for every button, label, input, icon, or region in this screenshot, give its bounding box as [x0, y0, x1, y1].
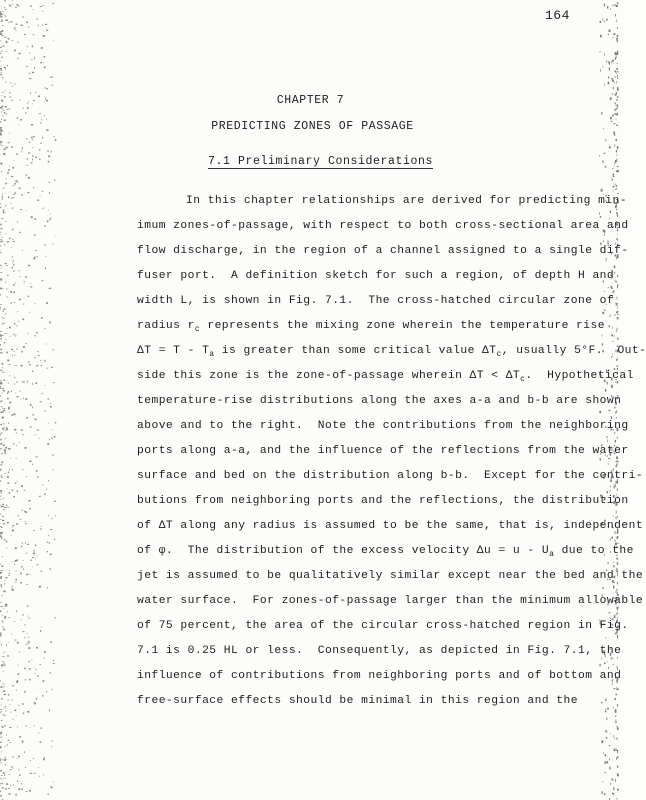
speck	[617, 35, 619, 37]
speck	[617, 774, 619, 777]
line15-subscript: a	[549, 550, 555, 559]
speck	[617, 284, 618, 286]
speck	[617, 338, 619, 340]
speck	[617, 756, 619, 758]
chapter-title: PREDICTING ZONES OF PASSAGE	[211, 120, 414, 133]
speck	[617, 789, 619, 791]
line8-start: side this zone is the zone-of-passage wherein ΔT < ΔT	[137, 370, 521, 382]
speck	[617, 657, 618, 659]
chapter-label: CHAPTER 7	[276, 94, 345, 107]
speck	[617, 635, 618, 638]
section-heading-text: 7.1 Preliminary Considerations	[207, 155, 434, 168]
speck	[617, 358, 618, 361]
speck	[617, 75, 618, 76]
text-line-3: flow discharge, in the region of a channel assigned to a single dif-	[137, 245, 629, 257]
line8-subscript: c	[520, 375, 526, 384]
speck	[617, 516, 618, 518]
speck	[617, 53, 618, 55]
text-line-12: surface and bed on the distribution along b-b. Except for the contri-	[137, 470, 644, 482]
speck	[617, 307, 618, 309]
text-line-16: jet is assumed to be qualitatively similar except near the bed and the	[137, 570, 644, 582]
text-line-15	[137, 545, 634, 557]
line7-mid: is greater than some critical value ΔT	[214, 345, 497, 357]
line15-rest: due to the	[554, 545, 634, 557]
speck	[617, 212, 618, 214]
text-line-17: water surface. For zones-of-passage larger than the minimum allowable	[137, 595, 644, 607]
line7-start: ΔT = T - T	[137, 345, 210, 357]
speck	[617, 170, 619, 172]
speck	[617, 314, 619, 315]
text-line-13: butions from neighboring ports and the reflections, the distribution	[137, 495, 629, 507]
speck	[617, 77, 618, 80]
text-line-11: ports along a-a, and the influence of the reflections from the water	[137, 445, 629, 457]
line7-subscript: a	[209, 350, 215, 359]
speck	[617, 543, 619, 544]
speck	[617, 562, 618, 565]
speck	[617, 766, 618, 768]
speck	[617, 751, 618, 753]
text-line-5: width L, is shown in Fig. 7.1. The cross-hatched circular zone of	[137, 295, 615, 307]
speck	[617, 728, 619, 730]
speck	[617, 303, 618, 304]
text-line-14: of ΔT along any radius is assumed to be the same, that is, independent	[137, 520, 644, 532]
speck	[617, 704, 618, 706]
text-line-2: imum zones-of-passage, with respect to both cross-sectional area and	[137, 220, 629, 232]
speck	[617, 582, 618, 584]
speck	[617, 461, 619, 462]
text-line-4: fuser port. A definition sketch for such a region, of depth H and	[137, 270, 615, 282]
text-line-8	[137, 370, 634, 382]
line6-rest: represents the mixing zone wherein the temperature rise	[200, 320, 605, 332]
text-line-7	[137, 345, 646, 357]
line6-start: radius r	[137, 320, 195, 332]
speck	[617, 41, 618, 43]
text-line-9: temperature-rise distributions along the axes a-a and b-b are shown	[137, 395, 622, 407]
text-line-6	[137, 320, 605, 332]
line6-subscript: c	[194, 325, 201, 334]
speck	[617, 275, 618, 277]
speck	[617, 5, 618, 7]
text-line-10: above and to the right. Note the contributions from the neighboring	[137, 420, 629, 432]
speck	[617, 2, 619, 4]
text-line-18: of 75 percent, the area of the circular cross-hatched region in Fig.	[137, 620, 629, 632]
speck	[617, 286, 618, 289]
line15-start: of φ. The distribution of the excess velocity Δu = u - U	[137, 545, 550, 557]
text-line-1: In this chapter relationships are derived for predicting min-	[186, 195, 627, 207]
speck	[617, 617, 618, 619]
line8-rest: . Hypothetical	[525, 370, 634, 382]
speck	[617, 317, 619, 319]
line7-subscript2: c	[496, 350, 502, 359]
text-line-21: free-surface effects should be minimal in this region and the	[137, 695, 578, 707]
text-line-20: influence of contributions from neighboring ports and of bottom and	[137, 670, 622, 682]
speck	[617, 27, 618, 29]
page-number: 164	[545, 8, 570, 23]
text-line-19: 7.1 is 0.25 HL or less. Consequently, as depicted in Fig. 7.1, the	[137, 645, 622, 657]
speck	[617, 52, 619, 53]
speck	[617, 89, 619, 91]
line7-rest: , usually 5°F. Out-	[501, 345, 646, 357]
